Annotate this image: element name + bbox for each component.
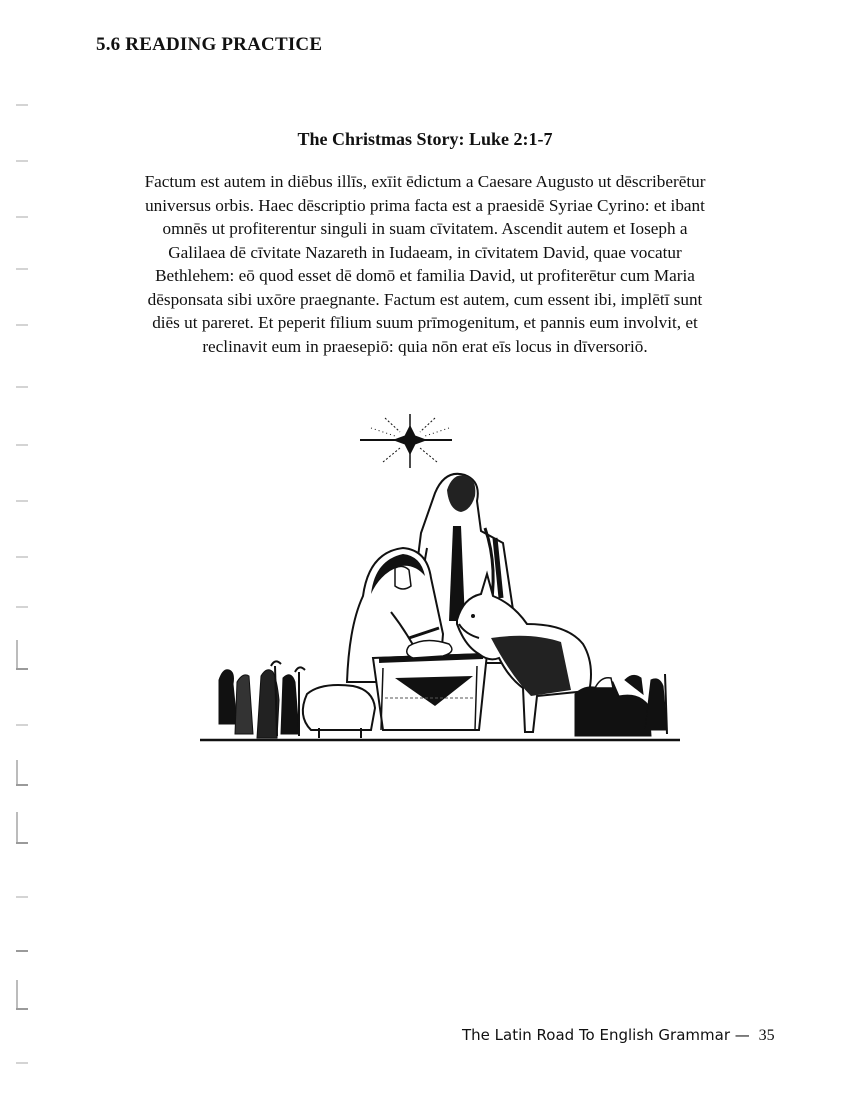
nativity-illustration-icon <box>195 398 685 748</box>
passage-line: Bethlehem: eō quod esset dē domō et familia David, ut profiterētur cum Maria <box>155 266 695 285</box>
passage-line: dēsponsata sibi uxōre praegnante. Factum est autem, cum essent ibi, implētī sunt <box>147 289 703 309</box>
passage-line: universus orbis. Haec dēscriptio prima facta est a praesidē Syriae Cyrino: et ibant <box>145 195 705 215</box>
page-number: 35 <box>758 1027 775 1044</box>
passage-line: Galilaea dē cīvitate Nazareth in Iudaeam, in cīvitatem David, quae vocatur <box>168 242 682 262</box>
star-icon <box>360 414 452 468</box>
page-footer <box>462 1026 775 1045</box>
passage-line: diēs ut pareret. Et peperit fīlium suum prīmogenitum, et pannis eum involvit, et <box>152 313 698 332</box>
passage-line: reclinavit eum in praesepiō: quia nōn erat eīs locus in dīversoriō. <box>202 336 648 356</box>
shepherds-group <box>203 661 313 740</box>
book-title: The Latin Road To English Grammar — <box>462 1026 750 1044</box>
nativity-illustration <box>195 398 685 748</box>
sheep-icon <box>303 685 375 738</box>
margin-binding-marks <box>0 0 40 1095</box>
passage-line: Factum est autem in diēbus illīs, exīit ēdictum a Caesare Augusto ut dēscriberētur <box>144 172 706 191</box>
passage-line: omnēs ut profiterentur singuli in suam cīvitatem. Ascendit autem et Ioseph a <box>162 219 688 238</box>
story-title: The Christmas Story: Luke 2:1-7 <box>297 129 553 149</box>
latin-passage <box>100 170 750 358</box>
section-heading: 5.6 READING PRACTICE <box>96 34 323 55</box>
